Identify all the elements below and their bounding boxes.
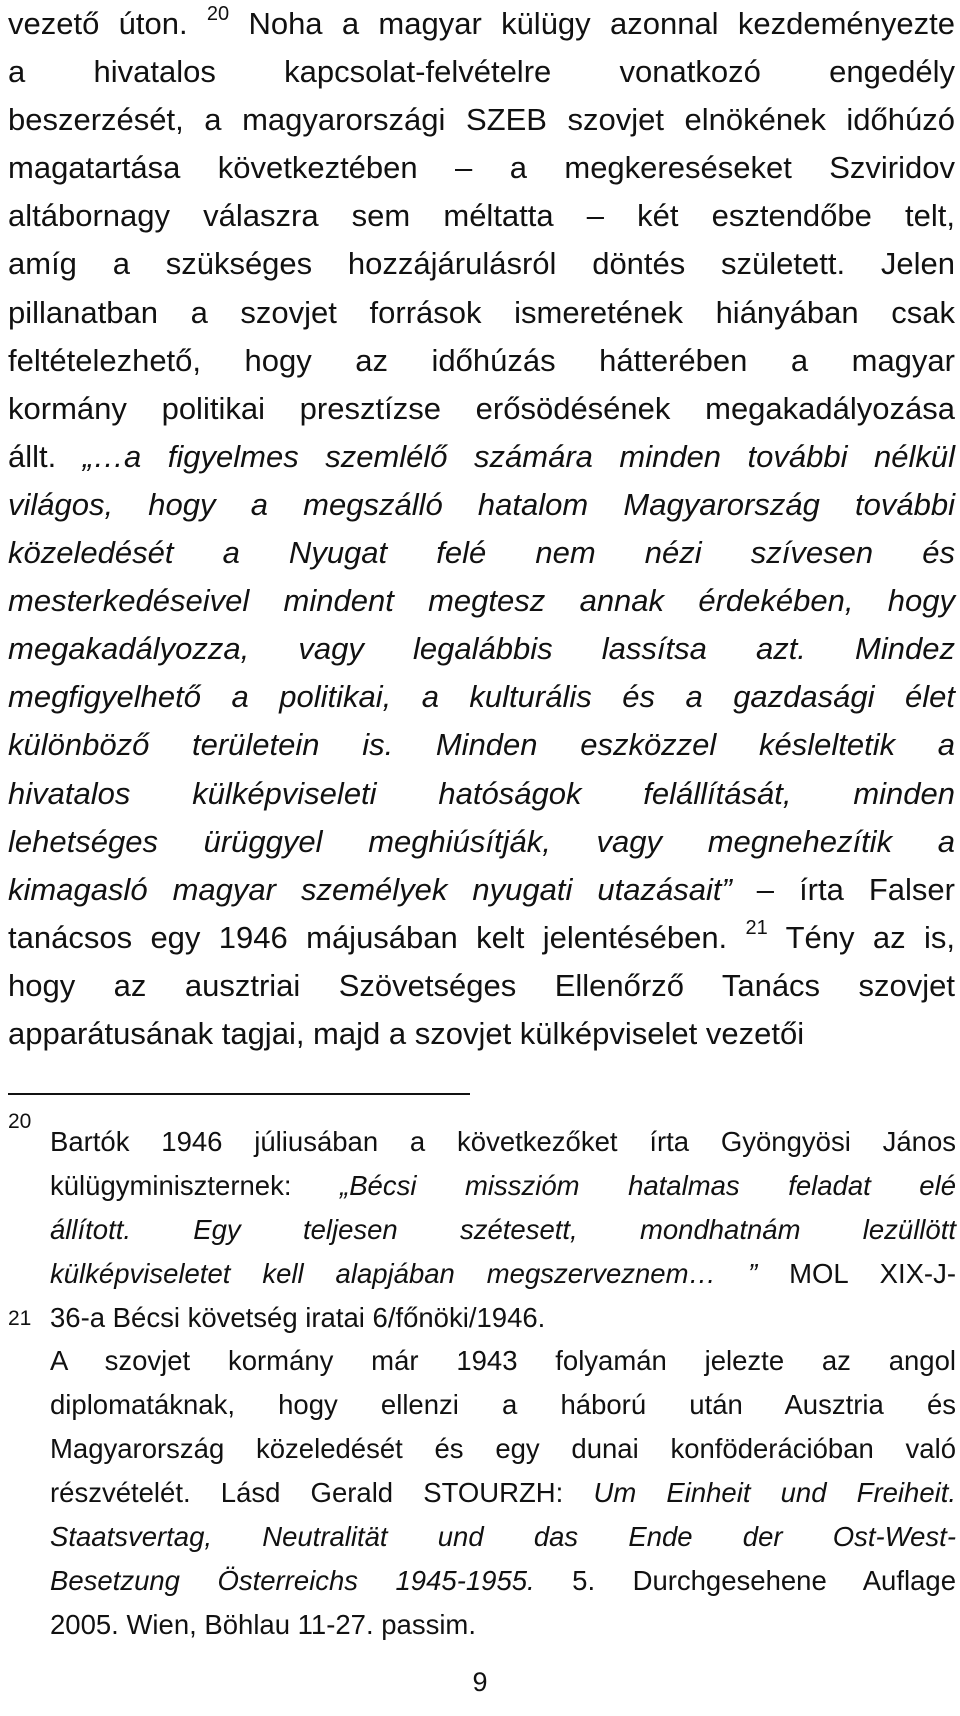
italic-quote: állított. Egy teljesen szétesett, mondhatnám lezüllött bbox=[50, 1213, 956, 1245]
italic-quote: „…a figyelmes szemlélő számára minden további nélkül bbox=[82, 438, 955, 474]
text-run: állt. bbox=[8, 438, 83, 474]
italic-quote: közeledését a Nyugat felé nem nézi szívesen és bbox=[8, 535, 955, 571]
text-run: a hivatalos kapcsolat-felvételre vonatkozó engedély bbox=[8, 54, 955, 90]
footnote-marker-20: 20 bbox=[8, 1110, 32, 1133]
text-run: Magyarország közeledését és egy dunai konföderációban való bbox=[50, 1433, 956, 1465]
body-line-9 bbox=[8, 385, 955, 433]
body-line-15 bbox=[8, 673, 955, 721]
italic-quote: hivatalos külképviseleti hatóságok felállítását, minden bbox=[8, 775, 955, 811]
body-line-10 bbox=[8, 433, 955, 481]
text-run: apparátusának tagjai, majd a szovjet külképviselet vezetői bbox=[8, 1015, 805, 1051]
body-line-19 bbox=[8, 866, 955, 914]
text-run: magatartása következtében – a megkereséseket Szviridov bbox=[8, 150, 955, 186]
text-run: MOL XIX-J- bbox=[757, 1257, 956, 1289]
footnote-line-10 bbox=[50, 1515, 956, 1559]
text-run: hogy az ausztriai Szövetséges Ellenőrző Tanács szovjet bbox=[8, 967, 955, 1003]
text-run: vezető úton. bbox=[8, 6, 207, 41]
text-run: 2005. Wien, Böhlau 11-27. passim. bbox=[50, 1608, 476, 1640]
text-run: 36-a Bécsi követség iratai 6/főnöki/1946. bbox=[50, 1301, 546, 1333]
body-line-3 bbox=[8, 96, 955, 144]
page-number: 9 bbox=[472, 1667, 488, 1697]
footnote-line-6 bbox=[50, 1339, 956, 1383]
footnotes bbox=[50, 1120, 956, 1647]
footnote-line-7 bbox=[50, 1383, 956, 1427]
text-run: – írta Falser bbox=[731, 871, 955, 907]
body-line-20 bbox=[8, 914, 955, 962]
body-text bbox=[8, 0, 955, 1058]
text-run: Noha a magyar külügy azonnal kezdeményezte bbox=[229, 6, 955, 41]
body-line-18 bbox=[8, 818, 955, 866]
text-run: Bartók 1946 júliusában a következőket írta Gyöngyösi János bbox=[50, 1126, 956, 1157]
text-run: kormány politikai presztízse erősödésének megakadályozása bbox=[8, 390, 955, 426]
footnote-line-1 bbox=[50, 1120, 956, 1164]
footnote-separator bbox=[8, 1093, 470, 1095]
body-line-11 bbox=[8, 481, 955, 529]
footnote-reference-20: 20 bbox=[206, 3, 230, 25]
footnote-line-11 bbox=[50, 1559, 956, 1603]
text-run: részvételét. Lásd Gerald STOURZH: bbox=[50, 1477, 594, 1509]
text-run: diplomatáknak, hogy ellenzi a háború után Ausztria és bbox=[50, 1389, 956, 1421]
body-line-21 bbox=[8, 962, 955, 1010]
text-run: amíg a szükséges hozzájárulásról döntés született. Jelen bbox=[8, 246, 955, 282]
body-line-2 bbox=[8, 48, 955, 96]
footnote-line-3 bbox=[50, 1208, 956, 1252]
footnote-line-5 bbox=[50, 1296, 956, 1340]
body-line-14 bbox=[8, 625, 955, 673]
italic-quote: megfigyelhető a politikai, a kulturális és a gazdasági élet bbox=[8, 679, 955, 715]
body-line-17 bbox=[8, 770, 955, 818]
text-run: A szovjet kormány már 1943 folyamán jelezte az angol bbox=[50, 1345, 956, 1377]
body-line-1 bbox=[8, 0, 955, 48]
text-run: tanácsos egy 1946 májusában kelt jelentésében. bbox=[8, 919, 746, 955]
body-line-12 bbox=[8, 529, 955, 577]
body-line-13 bbox=[8, 577, 955, 625]
body-line-4 bbox=[8, 144, 955, 192]
body-line-6 bbox=[8, 240, 955, 288]
text-run: Tény az is, bbox=[767, 919, 955, 955]
italic-quote: megakadályozza, vagy legalábbis lassítsa azt. Mindez bbox=[8, 631, 955, 667]
text-run: pillanatban a szovjet források ismeretének hiányában csak bbox=[8, 294, 955, 330]
text-run: 5. Durchgesehene Auflage bbox=[534, 1564, 956, 1596]
body-line-5 bbox=[8, 192, 955, 240]
italic-quote: Staatsvertag, Neutralität und das Ende der Ost-West- bbox=[50, 1521, 956, 1553]
footnote-reference-21: 21 bbox=[745, 916, 768, 939]
body-line-7 bbox=[8, 289, 955, 337]
footnote-line-12 bbox=[50, 1603, 956, 1647]
italic-quote: lehetséges ürüggyel meghiúsítják, vagy megnehezítik a bbox=[8, 823, 955, 859]
text-run: feltételezhető, hogy az időhúzás hátterében a magyar bbox=[8, 342, 955, 378]
body-line-22 bbox=[8, 1010, 955, 1058]
footnote-line-9 bbox=[50, 1471, 956, 1515]
italic-quote: „Bécsi misszióm hatalmas feladat elé bbox=[340, 1169, 957, 1201]
italic-quote: külképviseletet kell alapjában megszerveznem… ” bbox=[50, 1257, 758, 1289]
text-run: beszerzését, a magyarországi SZEB szovjet elnökének időhúzó bbox=[8, 102, 955, 138]
italic-quote: mesterkedéseivel mindent megtesz annak érdekében, hogy bbox=[8, 583, 955, 619]
footnote-line-8 bbox=[50, 1427, 956, 1471]
text-run: altábornagy válaszra sem méltatta – két esztendőbe telt, bbox=[8, 198, 955, 234]
italic-quote: Um Einheit und Freiheit. bbox=[593, 1477, 957, 1509]
italic-quote: Besetzung Österreichs 1945-1955. bbox=[50, 1564, 535, 1596]
body-line-8 bbox=[8, 337, 955, 385]
text-run: külügyminiszternek: bbox=[50, 1169, 341, 1201]
footnote-line-4 bbox=[50, 1252, 956, 1296]
italic-quote: kimagasló magyar személyek nyugati utazásait” bbox=[8, 871, 732, 907]
body-line-16 bbox=[8, 721, 955, 769]
italic-quote: különböző területein is. Minden eszközzel késleltetik a bbox=[8, 727, 955, 763]
italic-quote: világos, hogy a megszálló hatalom Magyarország további bbox=[8, 486, 955, 522]
footnote-line-2 bbox=[50, 1164, 956, 1208]
footnote-marker-21: 21 bbox=[8, 1307, 32, 1330]
